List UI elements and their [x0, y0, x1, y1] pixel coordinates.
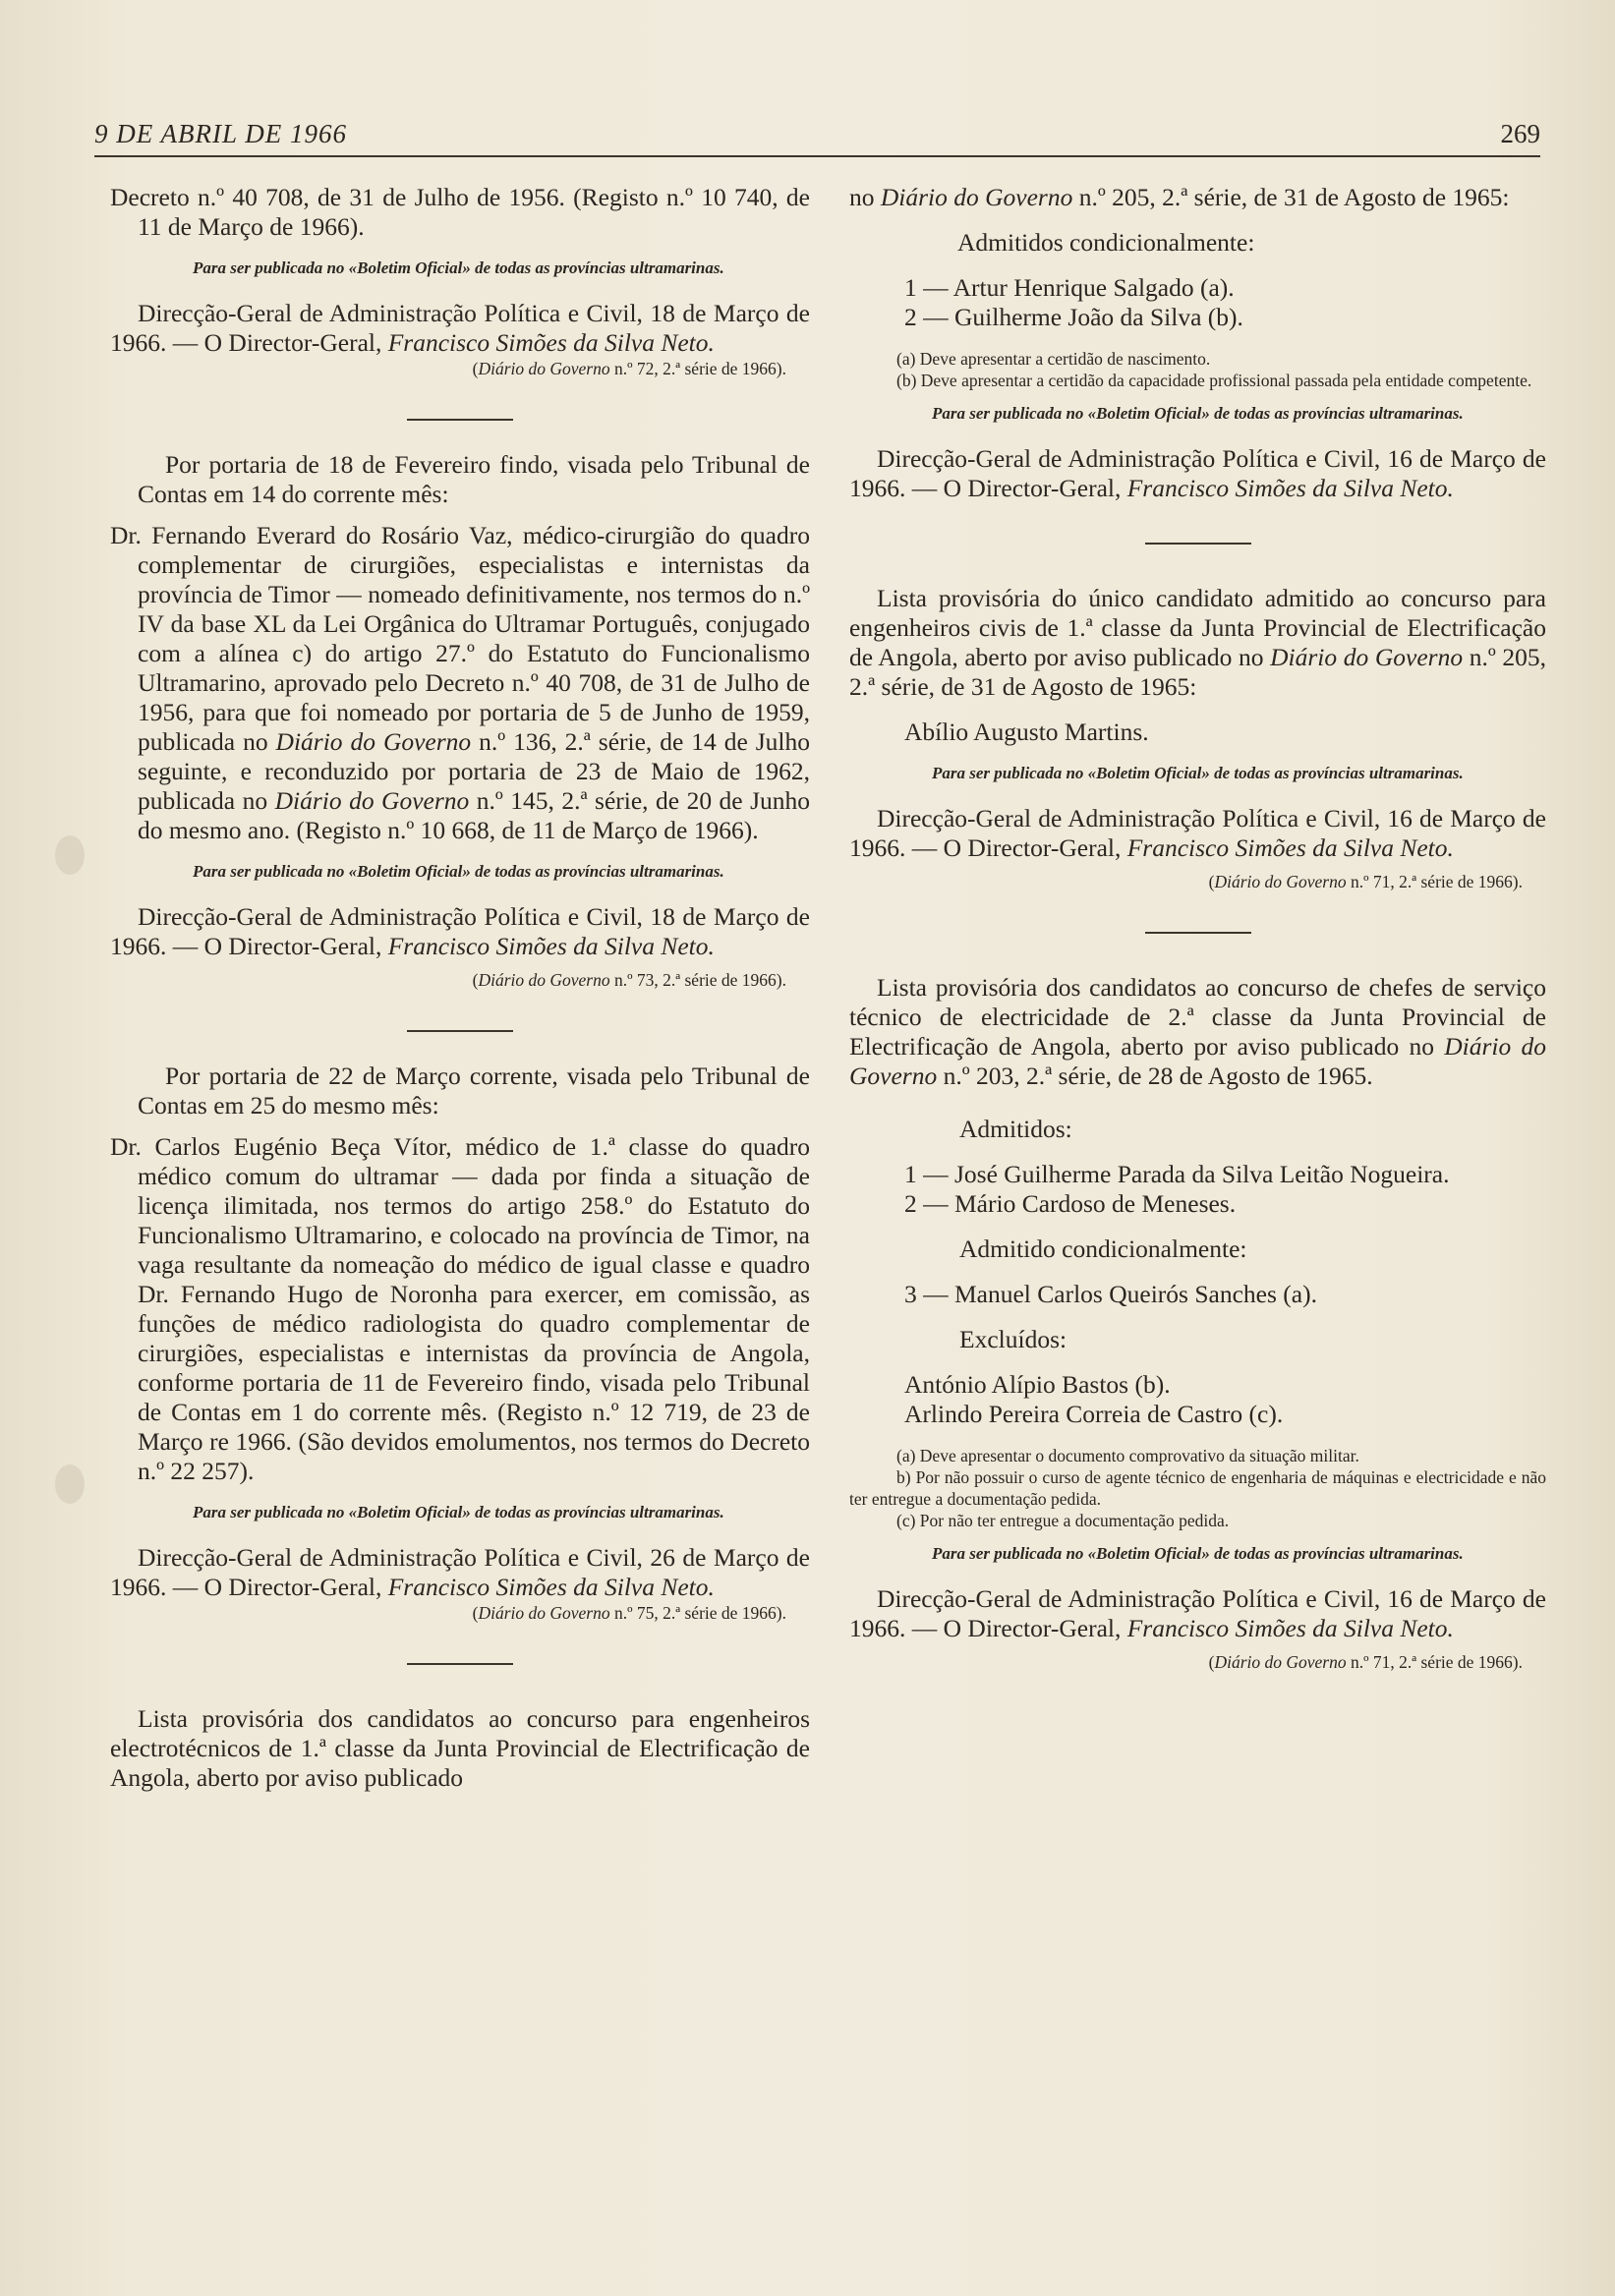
list-heading: Excluídos:: [959, 1325, 1067, 1353]
page-header: [94, 116, 1540, 157]
signature-block: Direcção-Geral de Administração Política e Civil, 16 de Março de 1966. — O Director-Geral, Francisco Simões da Silva Neto.: [849, 444, 1546, 502]
candidate-item: 3 — Manuel Carlos Queirós Sanches (a).: [904, 1280, 1317, 1308]
paragraph: Lista provisória dos candidatos ao concurso de chefes de serviço técnico de electricidade de 2.ª classe da Junta Provincial de Electrificação de Angola, aberto por aviso publicado no Diário do Governo n.º 203, 2.ª série, de 28 de Agosto de 1965.: [849, 973, 1546, 1090]
candidate-item: Arlindo Pereira Correia de Castro (c).: [904, 1400, 1284, 1428]
list-heading: Admitidos condicionalmente:: [957, 228, 1255, 257]
header-date: 9 DE ABRIL DE 1966: [94, 119, 347, 148]
publication-note: Para ser publicada no «Boletim Oficial» de todas as províncias ultramarinas.: [932, 1544, 1464, 1563]
punch-hole: [55, 1464, 85, 1504]
signature-block: Direcção-Geral de Administração Política e Civil, 16 de Março de 1966. — O Director-Geral, Francisco Simões da Silva Neto.: [849, 804, 1546, 862]
candidate-item: 2 — Guilherme João da Silva (b).: [904, 303, 1243, 331]
paragraph: Dr. Fernando Everard do Rosário Vaz, médico-cirurgião do quadro complementar de cirurgiões, especialistas e internistas da província de Timor — nomeado definitivamente, nos termos do n.º IV da base XL da Lei Orgânica do Ultramar Português, conjugado com a alínea c) do artigo 27.º do Estatuto do Funcionalismo Ultramarino, aprovado pelo Decreto n.º 40 708, de 31 de Julho de 1956, para que foi nomeado por portaria de 5 de Junho de 1959, publicada no Diário do Governo n.º 136, 2.ª série, de 14 de Julho seguinte, e reconduzido por portaria de 23 de Maio de 1962, publicada no Diário do Governo n.º 145, 2.ª série, de 20 de Junho do mesmo ano. (Registo n.º 10 668, de 11 de Março de 1966).: [110, 521, 811, 844]
footnote: (a) Deve apresentar o documento comprovativo da situação militar.: [896, 1446, 1359, 1465]
candidate-item: 1 — José Guilherme Parada da Silva Leitão Nogueira.: [904, 1160, 1450, 1188]
candidate-item: 1 — Artur Henrique Salgado (a).: [904, 273, 1235, 302]
source-citation: (Diário do Governo n.º 73, 2.ª série de 1966).: [472, 970, 786, 990]
signature-block: Direcção-Geral de Administração Política e Civil, 18 de Março de 1966. — O Director-Geral, Francisco Simões da Silva Neto.: [110, 299, 810, 357]
page-number: 269: [1500, 119, 1540, 148]
candidate-item: 2 — Mário Cardoso de Meneses.: [904, 1189, 1237, 1218]
source-citation: (Diário do Governo n.º 75, 2.ª série de 1966).: [472, 1603, 786, 1623]
candidate-item: Abílio Augusto Martins.: [904, 718, 1149, 746]
footnote: b) Por não possuir o curso de agente técnico de engenharia de máquinas e electricidade e não ter entregue a documentação pedida.: [849, 1467, 1546, 1509]
signature-block: Direcção-Geral de Administração Política e Civil, 16 de Março de 1966. — O Director-Geral, Francisco Simões da Silva Neto.: [849, 1584, 1546, 1642]
list-heading: Admitido condicionalmente:: [959, 1234, 1247, 1263]
paragraph: Lista provisória do único candidato admitido ao concurso para engenheiros civis de 1.ª classe da Junta Provincial de Electrificação de Angola, aberto por aviso publicado no Diário do Governo n.º 205, 2.ª série, de 31 de Agosto de 1965:: [849, 584, 1546, 701]
footnote: (b) Deve apresentar a certidão da capacidade profissional passada pela entidade competente.: [896, 371, 1532, 390]
punch-hole: [55, 835, 85, 875]
footnote: (a) Deve apresentar a certidão de nascimento.: [896, 349, 1211, 369]
source-citation: (Diário do Governo n.º 72, 2.ª série de 1966).: [472, 359, 786, 378]
left-column: [110, 183, 810, 1793]
source-citation: (Diário do Governo n.º 71, 2.ª série de 1966).: [1208, 872, 1523, 891]
signature-block: Direcção-Geral de Administração Política e Civil, 26 de Março de 1966. — O Director-Geral, Francisco Simões da Silva Neto.: [110, 1543, 810, 1601]
right-column: [849, 183, 1546, 1673]
portaria-intro: Por portaria de 18 de Fevereiro findo, visada pelo Tribunal de Contas em 14 do corrente mês:: [138, 450, 810, 508]
publication-note: Para ser publicada no «Boletim Oficial» de todas as províncias ultramarinas.: [193, 1503, 724, 1521]
footnote: (c) Por não ter entregue a documentação pedida.: [896, 1511, 1230, 1530]
publication-note: Para ser publicada no «Boletim Oficial» de todas as províncias ultramarinas.: [193, 862, 724, 881]
publication-note: Para ser publicada no «Boletim Oficial» de todas as províncias ultramarinas.: [932, 764, 1464, 782]
publication-note: Para ser publicada no «Boletim Oficial» de todas as províncias ultramarinas.: [932, 404, 1464, 423]
paragraph: Lista provisória dos candidatos ao concurso para engenheiros electrotécnicos de 1.ª classe da Junta Provincial de Electrificação de Angola, aberto por aviso publicado: [110, 1704, 810, 1792]
publication-note: Para ser publicada no «Boletim Oficial» de todas as províncias ultramarinas.: [193, 258, 724, 277]
source-citation: (Diário do Governo n.º 71, 2.ª série de 1966).: [1208, 1652, 1523, 1672]
paragraph: Dr. Carlos Eugénio Beça Vítor, médico de 1.ª classe do quadro médico comum do ultramar — dada por finda a situação de licença ilimitada, nos termos do artigo 258.º do Estatuto do Funcionalismo Ultramarino, e colocado na província de Timor, na vaga resultante da nomeação do médico de igual classe e quadro Dr. Fernando Hugo de Noronha para exercer, em comissão, as funções de médico radiologista do quadro complementar de cirurgiões, especialistas e internistas da província de Angola, conforme portaria de 11 de Fevereiro findo, visada pelo Tribunal de Contas em 1 do corrente mês. (Registo n.º 12 719, de 23 de Março re 1966. (São devidos emolumentos, nos termos do Decreto n.º 22 257).: [110, 1132, 810, 1485]
portaria-intro: Por portaria de 22 de Março corrente, visada pelo Tribunal de Contas em 25 do mesmo mês:: [138, 1062, 810, 1119]
paragraph: Decreto n.º 40 708, de 31 de Julho de 1956. (Registo n.º 10 740, de 11 de Março de 1966).: [110, 183, 810, 241]
paragraph: no Diário do Governo n.º 205, 2.ª série, de 31 de Agosto de 1965:: [849, 183, 1510, 211]
signature-block: Direcção-Geral de Administração Política e Civil, 18 de Março de 1966. — O Director-Geral, Francisco Simões da Silva Neto.: [110, 902, 810, 960]
candidate-item: António Alípio Bastos (b).: [904, 1370, 1171, 1399]
list-heading: Admitidos:: [959, 1115, 1072, 1143]
